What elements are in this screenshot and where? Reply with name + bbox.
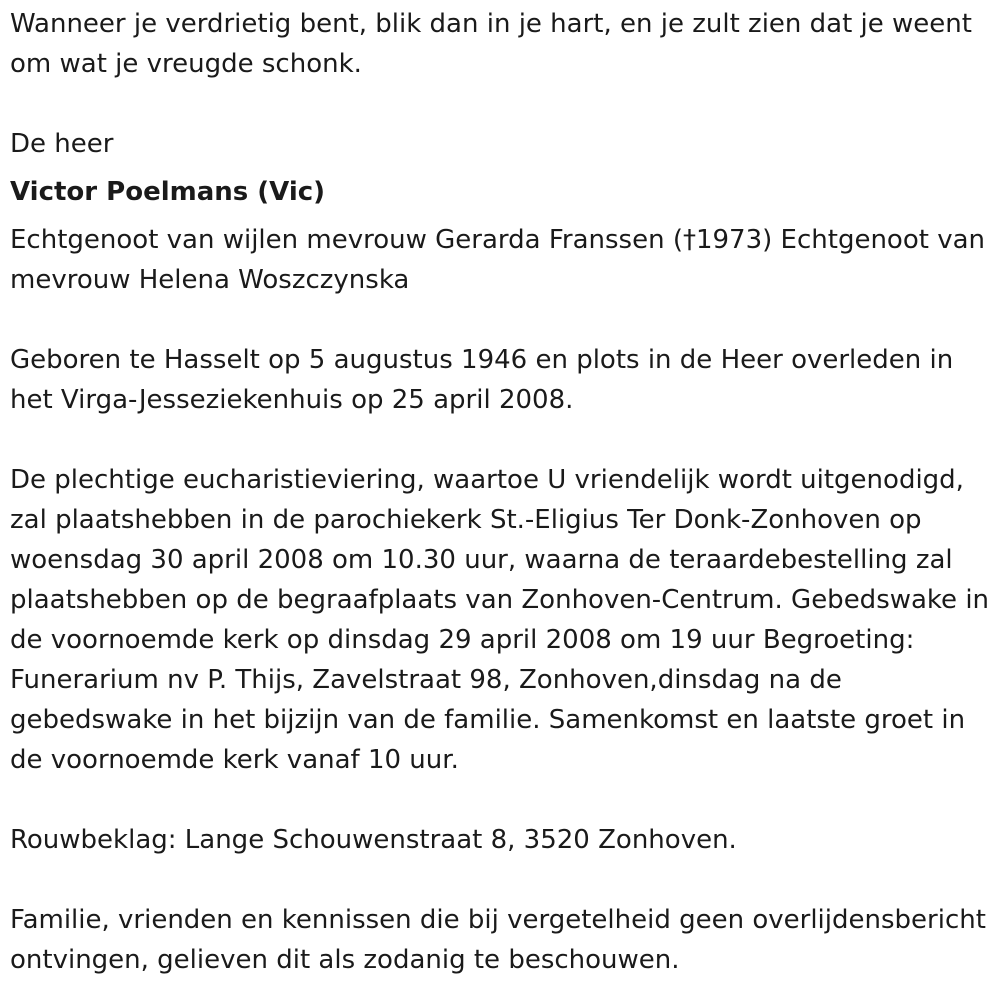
deceased-name: Victor Poelmans (Vic) [10,177,326,207]
salutation: De heer [10,129,114,159]
opening-quote: Wanneer je verdrietig bent, blik dan in je hart, en je zult zien dat je weent om wat je vreugde schonk. [10,9,972,79]
ceremony-paragraph: De plechtige eucharistieviering, waartoe U vriendelijk wordt uitgenodigd, zal plaatshebben in de parochiekerk St.-Eligius Ter Donk-Zonhoven op woensdag 30 april 2008 om 10.30 uur, waarna de teraardebestelling zal plaatshebben op de begraafplaats van Zonhoven-Centrum. Gebedswake in de voornoemde kerk op dinsdag 29 april 2008 om 19 uur Begroeting: Funerarium nv P. Thijs, Zavelstraat 98, Zonhoven,dinsdag na de gebedswake in het bijzijn van de familie. Samenkomst en laatste groet in de voornoemde kerk vanaf 10 uur. [10,465,990,775]
obituary-document [10,0,995,980]
condolence-address: Rouwbeklag: Lange Schouwenstraat 8, 3520 Zonhoven. [10,825,737,855]
closing-note: Familie, vrienden en kennissen die bij vergetelheid geen overlijdensbericht ontvingen, gelieven dit als zodanig te beschouwen. [10,905,986,975]
birth-death-paragraph: Geboren te Hasselt op 5 augustus 1946 en plots in de Heer overleden in het Virga-Jesseziekenhuis op 25 april 2008. [10,345,954,415]
spouses-paragraph: Echtgenoot van wijlen mevrouw Gerarda Franssen (†1973) Echtgenoot van mevrouw Helena Woszczynska [10,225,985,295]
